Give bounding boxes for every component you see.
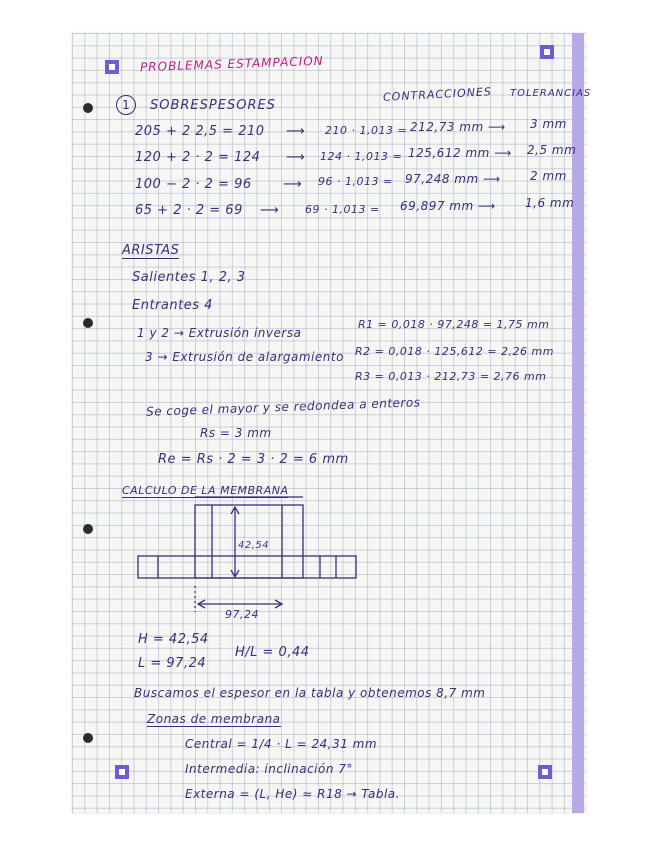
row-2-b: 124 · 1,013 = (320, 150, 403, 163)
aristas-re: Re = Rs · 2 = 3 · 2 = 6 mm (158, 452, 349, 467)
row-1-arrow: ⟶ (286, 124, 306, 139)
problem-number: 1 (116, 95, 136, 115)
row-2-arrow: ⟶ (286, 150, 306, 165)
row-2-a: 120 + 2 · 2 = 124 (135, 150, 261, 165)
aristas-line-1: 1 y 2 → Extrusión inversa (137, 326, 302, 340)
row-4-arrow: ⟶ (260, 203, 280, 218)
label-contracciones: CONTRACCIONES (382, 85, 493, 104)
label-tolerancias: TOLERANCIAS (510, 88, 592, 99)
membrana-buscamos: Buscamos el espesor en la tabla y obtenemos 8,7 mm (134, 686, 486, 700)
row-4-a: 65 + 2 · 2 = 69 (135, 203, 243, 218)
dim-height-label: 42,54 (238, 540, 270, 551)
aristas-coge: Se coge el mayor y se redondea a enteros (145, 395, 421, 419)
row-3-arrow: ⟶ (283, 177, 303, 192)
membrana-zonas: Zonas de membrana (147, 712, 281, 726)
row-2-c: 125,612 mm ⟶ (408, 146, 512, 160)
row-3-b: 96 · 1,013 = (318, 175, 393, 188)
dim-length-label: 97,24 (225, 608, 259, 621)
aristas-salientes: Salientes 1, 2, 3 (132, 270, 246, 285)
membrana-ratio: H/L = 0,44 (235, 645, 310, 660)
membrana-l: L = 97,24 (138, 656, 207, 671)
aristas-entrantes: Entrantes 4 (132, 298, 213, 313)
heading-aristas: ARISTAS (122, 243, 180, 258)
page-title: PROBLEMAS ESTAMPACION (139, 53, 324, 75)
membrana-h: H = 42,54 (138, 632, 209, 647)
row-3-c: 97,248 mm ⟶ (405, 172, 501, 186)
row-4-c: 69,897 mm ⟶ (400, 199, 496, 213)
membrana-externa: Externa = (L, He) ≈ R18 → Tabla. (185, 787, 400, 801)
aristas-rs: Rs = 3 mm (200, 426, 272, 440)
aristas-line-2: 3 → Extrusión de alargamiento (145, 350, 344, 364)
row-1-a: 205 + 2 2,5 = 210 (135, 124, 265, 139)
row-2-tol: 2,5 mm (527, 143, 577, 157)
row-3-tol: 2 mm (530, 169, 567, 183)
row-3-a: 100 − 2 · 2 = 96 (135, 177, 252, 192)
row-1-c: 212,73 mm ⟶ (410, 120, 506, 134)
radius-r1: R1 = 0,018 · 97,248 = 1,75 mm (358, 318, 550, 331)
row-1-tol: 3 mm (530, 117, 567, 131)
row-4-tol: 1,6 mm (525, 196, 575, 210)
membrana-intermedia: Intermedia: inclinación 7° (185, 762, 353, 776)
radius-r3: R3 = 0,013 · 212,73 = 2,76 mm (355, 370, 547, 383)
heading-membrana: CALCULO DE LA MEMBRANA (122, 484, 289, 497)
row-1-b: 210 · 1,013 = (325, 124, 408, 137)
radius-r2: R2 = 0,018 · 125,612 = 2,26 mm (355, 345, 554, 358)
membrana-central: Central = 1/4 · L = 24,31 mm (185, 737, 378, 751)
row-4-b: 69 · 1,013 = (305, 203, 380, 216)
label-sobreespesores: SOBRESPESORES (150, 98, 276, 113)
